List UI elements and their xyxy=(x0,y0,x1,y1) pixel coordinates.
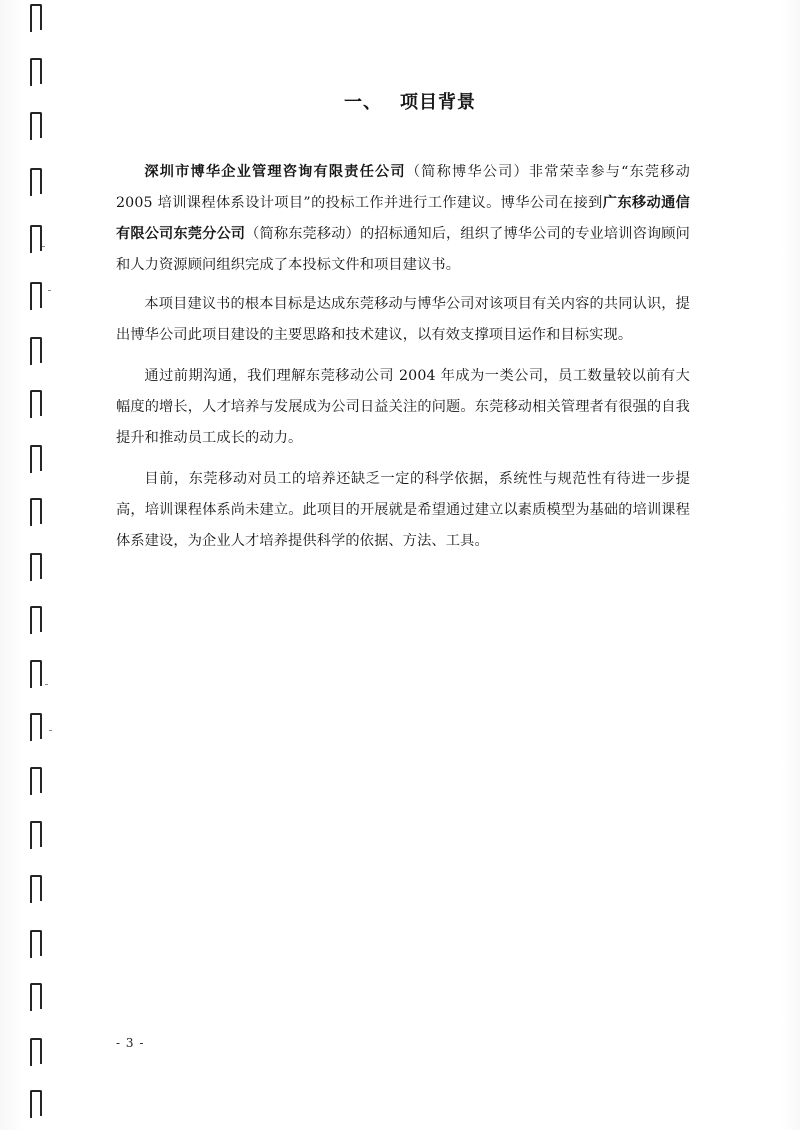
document-body xyxy=(116,157,690,567)
binding-ring-icon xyxy=(30,225,42,251)
intro-paragraph xyxy=(116,157,690,281)
section-heading-number: 一、 xyxy=(344,92,382,113)
communication-paragraph: 通过前期沟通，我们理解东莞移动公司 2004 年成为一类公司，员工数量较以前有大幅度的增长，人才培养与发展成为公司日益关注的问题。东莞移动相关管理者有很强的自我提升和推动员工成长的动力。 xyxy=(116,368,690,446)
binding-ring-icon xyxy=(30,606,42,632)
binding-ring-icon xyxy=(30,4,42,30)
binding-ring-icon xyxy=(30,821,42,847)
binding-ring-icon xyxy=(30,282,42,308)
scan-mark xyxy=(42,246,45,247)
section-heading-title: 项目背景 xyxy=(400,92,476,113)
binding-ring-icon xyxy=(30,168,42,194)
binding-ring-icon xyxy=(30,875,42,901)
intro-text-part-2: （简称东莞移动）的招标通知后，组织了博华公司的专业培训咨询顾问和人力资源顾问组织完成了本投标文件和项目建议书。 xyxy=(116,226,690,273)
binding-ring-icon xyxy=(30,660,42,686)
consulting-company-name: 深圳市博华企业管理咨询有限责任公司 xyxy=(144,164,406,180)
current-status-paragraph: 目前，东莞移动对员工的培养还缺乏一定的科学依据，系统性与规范性有待进一步提高，培训课程体系尚未建立。此项目的开展就是希望通过建立以素质模型为基础的培训课程体系建设，为企业人才培养提供科学的依据、方法、工具。 xyxy=(116,471,690,549)
binding-ring-icon xyxy=(30,498,42,524)
section-heading xyxy=(344,88,494,114)
binding-ring-icon xyxy=(30,983,42,1009)
client-company-name: 广东移动通信有限公司东莞分公司 xyxy=(116,195,690,242)
binding-ring-icon xyxy=(30,1090,42,1116)
binding-ring-icon xyxy=(30,713,42,739)
proposal-goal-paragraph: 本项目建议书的根本目标是达成东莞移动与博华公司对该项目有关内容的共同认识，提出博华公司此项目建设的主要思路和技术建议，以有效支撑项目运作和目标实现。 xyxy=(116,296,690,343)
binding-ring-icon xyxy=(30,58,42,84)
intro-text-part-1: （简称博华公司）非常荣幸参与“东莞移动 2005 培训课程体系设计项目”的投标工作并进行工作建议。博华公司在接到 xyxy=(116,164,690,211)
binding-ring-icon xyxy=(30,337,42,363)
binding-ring-icon xyxy=(30,112,42,138)
binding-ring-icon xyxy=(30,553,42,579)
page-number: - 3 - xyxy=(116,1036,145,1050)
binding-margin xyxy=(24,0,48,1130)
binding-ring-icon xyxy=(30,390,42,416)
binding-ring-icon xyxy=(30,930,42,956)
binding-ring-icon xyxy=(30,445,42,471)
scan-mark xyxy=(49,730,52,731)
scan-mark xyxy=(48,290,51,291)
binding-ring-icon xyxy=(30,1038,42,1064)
scan-mark xyxy=(45,684,48,685)
binding-ring-icon xyxy=(30,767,42,793)
